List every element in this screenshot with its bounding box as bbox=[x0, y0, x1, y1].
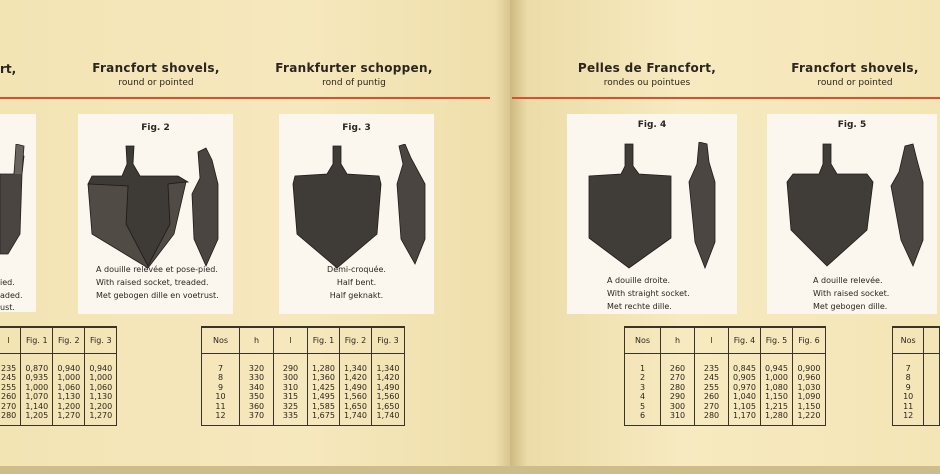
table-cell: 12 bbox=[202, 411, 240, 425]
table-cell: 1,000 bbox=[85, 373, 117, 383]
table-cell: 1,425 bbox=[308, 383, 340, 393]
table-cell: 10 bbox=[202, 392, 240, 402]
table-cell: 0,945 bbox=[761, 353, 793, 373]
table-cell: 340 bbox=[240, 383, 274, 393]
spec-table-partial-right bbox=[892, 326, 940, 426]
table-cell: 0,970 bbox=[729, 383, 761, 393]
table-cell: 8 bbox=[202, 373, 240, 383]
section3-subtitle: rond of puntig bbox=[322, 78, 386, 88]
partial-caption-3: ust. bbox=[0, 303, 15, 312]
table-cell: 235 bbox=[695, 353, 729, 373]
section5-subtitle: round or pointed bbox=[817, 78, 893, 88]
table-cell: 1,170 bbox=[729, 411, 761, 425]
table-cell: 270 bbox=[661, 373, 695, 383]
table-cell: 0,905 bbox=[729, 373, 761, 383]
table-cell: 350 bbox=[240, 392, 274, 402]
table-cell: 1,060 bbox=[85, 383, 117, 393]
partial-caption-2: aded. bbox=[0, 290, 23, 300]
col-h: h bbox=[661, 327, 695, 353]
table-cell: 1,070 bbox=[21, 392, 53, 402]
table-cell: 255 bbox=[695, 383, 729, 393]
col-fig6: Fig. 6 bbox=[793, 327, 826, 353]
fig4-label: Fig. 4 bbox=[637, 120, 667, 130]
fig1-card-partial bbox=[0, 114, 36, 312]
col-l: l bbox=[274, 327, 308, 353]
shovel-fig1-partial-icon bbox=[0, 144, 36, 264]
table-row bbox=[625, 392, 826, 402]
table-row bbox=[625, 411, 826, 425]
table-cell: 1,040 bbox=[729, 392, 761, 402]
table-cell: 1,585 bbox=[308, 402, 340, 412]
table-cell: 335 bbox=[274, 411, 308, 425]
table-cell: 7 bbox=[893, 353, 924, 373]
table-cell: 1,740 bbox=[372, 411, 405, 425]
fig2-caption-fr: A douille relevée et pose-pied. bbox=[96, 265, 218, 274]
col-l: l bbox=[0, 327, 21, 353]
table-cell: 1,490 bbox=[372, 383, 405, 393]
table-cell: 1,340 bbox=[372, 353, 405, 373]
table-cell: 270 bbox=[695, 402, 729, 412]
section2-heading bbox=[56, 61, 256, 88]
table-cell: 7 bbox=[202, 353, 240, 373]
table-cell: 325 bbox=[274, 402, 308, 412]
table-cell: 1,150 bbox=[761, 392, 793, 402]
table-cell: 11 bbox=[202, 402, 240, 412]
col-fig2: Fig. 2 bbox=[53, 327, 85, 353]
table-cell: 1,495 bbox=[308, 392, 340, 402]
fig5-caption-nl: Met gebogen dille. bbox=[813, 302, 888, 311]
table-cell: 1,340 bbox=[340, 353, 372, 373]
col-nos: Nos bbox=[202, 327, 240, 353]
table-cell-cutoff bbox=[924, 373, 940, 383]
partial-left-rows bbox=[0, 353, 117, 425]
table-row bbox=[0, 402, 117, 412]
table-row bbox=[893, 373, 940, 383]
table-cell: 320 bbox=[240, 353, 274, 373]
col-fig5: Fig. 5 bbox=[761, 327, 793, 353]
table-cell: 6 bbox=[625, 411, 661, 425]
section5-heading bbox=[755, 61, 940, 88]
table-cell: 0,940 bbox=[85, 353, 117, 373]
partial-caption-1: ied. bbox=[0, 278, 15, 287]
fig2-label: Fig. 2 bbox=[141, 123, 170, 133]
table-cell-cutoff bbox=[924, 353, 940, 373]
table-cell: 260 bbox=[661, 353, 695, 373]
right-red-rule bbox=[512, 97, 940, 99]
table-cell: 12 bbox=[893, 411, 924, 425]
table-cell: 1,560 bbox=[372, 392, 405, 402]
table-cell: 1,650 bbox=[340, 402, 372, 412]
table-cell: 245 bbox=[0, 373, 21, 383]
table-cell: 1,150 bbox=[793, 402, 826, 412]
table-row bbox=[625, 383, 826, 393]
table-cell: 290 bbox=[661, 392, 695, 402]
table-cell: 280 bbox=[695, 411, 729, 425]
table-cell: 1,205 bbox=[21, 411, 53, 425]
table-cell: 1,270 bbox=[53, 411, 85, 425]
sizes-1-6-rows bbox=[625, 353, 826, 425]
table-cell: 290 bbox=[274, 353, 308, 373]
fig5-label: Fig. 5 bbox=[837, 120, 867, 130]
fig2-caption-en: With raised socket, treaded. bbox=[96, 278, 209, 287]
col-fig3: Fig. 3 bbox=[85, 327, 117, 353]
fig3-label: Fig. 3 bbox=[342, 123, 371, 133]
partial-right-rows bbox=[893, 353, 940, 425]
table-cell: 1,420 bbox=[340, 373, 372, 383]
spec-table-partial-left bbox=[0, 326, 117, 426]
table-cell: 1,420 bbox=[372, 373, 405, 383]
col-h: h bbox=[240, 327, 274, 353]
table-cell: 1,130 bbox=[53, 392, 85, 402]
table-row bbox=[0, 392, 117, 402]
table-row bbox=[625, 373, 826, 383]
table-cell: 0,870 bbox=[21, 353, 53, 373]
table-cell: 8 bbox=[893, 373, 924, 383]
table-cell: 0,935 bbox=[21, 373, 53, 383]
table-cell: 1,270 bbox=[85, 411, 117, 425]
fig3-card bbox=[279, 114, 434, 314]
fig3-caption-fr: Demi-croquée. bbox=[327, 265, 386, 274]
table-cell: 3 bbox=[625, 383, 661, 393]
table-cell: 1,280 bbox=[308, 353, 340, 373]
table-cell: 280 bbox=[0, 411, 21, 425]
table-row bbox=[202, 411, 405, 425]
fig2-card bbox=[78, 114, 233, 314]
table-cell: 315 bbox=[274, 392, 308, 402]
table-cell: 2 bbox=[625, 373, 661, 383]
table-cell: 300 bbox=[661, 402, 695, 412]
table-cell-cutoff bbox=[924, 411, 940, 425]
spec-table-sizes-7-12 bbox=[201, 326, 405, 426]
table-cell: 1,220 bbox=[793, 411, 826, 425]
table-cell: 370 bbox=[240, 411, 274, 425]
section4-heading bbox=[547, 61, 747, 88]
section4-title: Pelles de Francfort, bbox=[577, 61, 717, 75]
fig2-caption-nl: Met gebogen dille en voetrust. bbox=[96, 291, 219, 300]
col-fig1: Fig. 1 bbox=[21, 327, 53, 353]
partial-heading: rt, bbox=[0, 62, 17, 76]
raised-socket-shovel-icon-2 bbox=[767, 142, 937, 272]
table-cell: 1,140 bbox=[21, 402, 53, 412]
table-cell: 1,030 bbox=[793, 383, 826, 393]
fig4-card bbox=[567, 114, 737, 314]
table-cell: 270 bbox=[0, 402, 21, 412]
table-cell: 0,845 bbox=[729, 353, 761, 373]
straight-socket-shovel-icon bbox=[567, 142, 737, 272]
fig3-caption-en: Half bent. bbox=[336, 278, 377, 287]
table-row bbox=[893, 411, 940, 425]
fig3-caption-nl: Half geknakt. bbox=[329, 291, 384, 300]
table-row bbox=[202, 383, 405, 393]
table-cell: 1,200 bbox=[53, 402, 85, 412]
table-cell-cutoff bbox=[924, 402, 940, 412]
table-cell: 9 bbox=[202, 383, 240, 393]
fig4-caption-fr: A douille droite. bbox=[607, 276, 671, 285]
table-cell: 9 bbox=[893, 383, 924, 393]
fig5-caption-fr: A douille relevée. bbox=[813, 276, 883, 285]
section2-title: Francfort shovels, bbox=[92, 61, 220, 75]
col-fig1: Fig. 1 bbox=[308, 327, 340, 353]
col-h-partial bbox=[924, 327, 940, 353]
table-cell: 5 bbox=[625, 402, 661, 412]
table-cell: 360 bbox=[240, 402, 274, 412]
table-row bbox=[0, 373, 117, 383]
section5-title: Francfort shovels, bbox=[791, 61, 919, 75]
section2-subtitle: round or pointed bbox=[118, 78, 194, 88]
table-cell: 1,000 bbox=[53, 373, 85, 383]
page-bottom-edge bbox=[0, 466, 940, 474]
table-cell: 1,105 bbox=[729, 402, 761, 412]
table-cell: 310 bbox=[661, 411, 695, 425]
table-cell: 1,740 bbox=[340, 411, 372, 425]
table-cell: 1,215 bbox=[761, 402, 793, 412]
table-row bbox=[202, 402, 405, 412]
table-cell: 1,080 bbox=[761, 383, 793, 393]
table-row bbox=[893, 383, 940, 393]
table-row bbox=[0, 411, 117, 425]
section3-heading bbox=[254, 61, 454, 88]
section3-title: Frankfurter schoppen, bbox=[275, 61, 433, 75]
table-cell: 0,940 bbox=[53, 353, 85, 373]
table-cell: 330 bbox=[240, 373, 274, 383]
table-cell: 11 bbox=[893, 402, 924, 412]
table-cell: 1 bbox=[625, 353, 661, 373]
table-row bbox=[202, 353, 405, 373]
table-cell-cutoff bbox=[924, 392, 940, 402]
col-fig2: Fig. 2 bbox=[340, 327, 372, 353]
table-cell-cutoff bbox=[924, 383, 940, 393]
table-cell: 260 bbox=[0, 392, 21, 402]
table-cell: 310 bbox=[274, 383, 308, 393]
table-cell: 1,650 bbox=[372, 402, 405, 412]
table-cell: 245 bbox=[695, 373, 729, 383]
col-l: l bbox=[695, 327, 729, 353]
table-cell: 300 bbox=[274, 373, 308, 383]
table-row bbox=[893, 402, 940, 412]
fig4-caption-en: With straight socket. bbox=[607, 289, 690, 298]
raised-socket-shovel-icon bbox=[78, 144, 233, 274]
table-row bbox=[202, 373, 405, 383]
table-cell: 1,560 bbox=[340, 392, 372, 402]
table-row bbox=[0, 383, 117, 393]
table-cell: 4 bbox=[625, 392, 661, 402]
table-cell: 1,360 bbox=[308, 373, 340, 383]
table-row bbox=[625, 402, 826, 412]
table-cell: 1,490 bbox=[340, 383, 372, 393]
table-cell: 1,000 bbox=[21, 383, 53, 393]
left-red-rule bbox=[0, 97, 490, 99]
fig5-card bbox=[767, 114, 937, 314]
sizes-7-12-rows bbox=[202, 353, 405, 425]
table-cell: 1,675 bbox=[308, 411, 340, 425]
table-cell: 1,200 bbox=[85, 402, 117, 412]
fig4-caption-nl: Met rechte dille. bbox=[607, 302, 672, 311]
table-row bbox=[202, 392, 405, 402]
table-row bbox=[893, 353, 940, 373]
table-cell: 0,900 bbox=[793, 353, 826, 373]
col-nos: Nos bbox=[893, 327, 924, 353]
table-cell: 260 bbox=[695, 392, 729, 402]
table-cell: 235 bbox=[0, 353, 21, 373]
col-nos: Nos bbox=[625, 327, 661, 353]
table-cell: 1,090 bbox=[793, 392, 826, 402]
half-bent-shovel-icon bbox=[279, 144, 434, 274]
table-cell: 1,060 bbox=[53, 383, 85, 393]
table-cell: 1,130 bbox=[85, 392, 117, 402]
table-row bbox=[625, 353, 826, 373]
fig5-caption-en: With raised socket. bbox=[813, 289, 890, 298]
table-row bbox=[0, 353, 117, 373]
col-fig3: Fig. 3 bbox=[372, 327, 405, 353]
table-cell: 280 bbox=[661, 383, 695, 393]
col-fig4: Fig. 4 bbox=[729, 327, 761, 353]
table-cell: 255 bbox=[0, 383, 21, 393]
table-row bbox=[893, 392, 940, 402]
section4-subtitle: rondes ou pointues bbox=[603, 78, 691, 88]
table-cell: 10 bbox=[893, 392, 924, 402]
spec-table-sizes-1-6 bbox=[624, 326, 826, 426]
table-cell: 1,000 bbox=[761, 373, 793, 383]
table-cell: 1,280 bbox=[761, 411, 793, 425]
table-cell: 0,960 bbox=[793, 373, 826, 383]
